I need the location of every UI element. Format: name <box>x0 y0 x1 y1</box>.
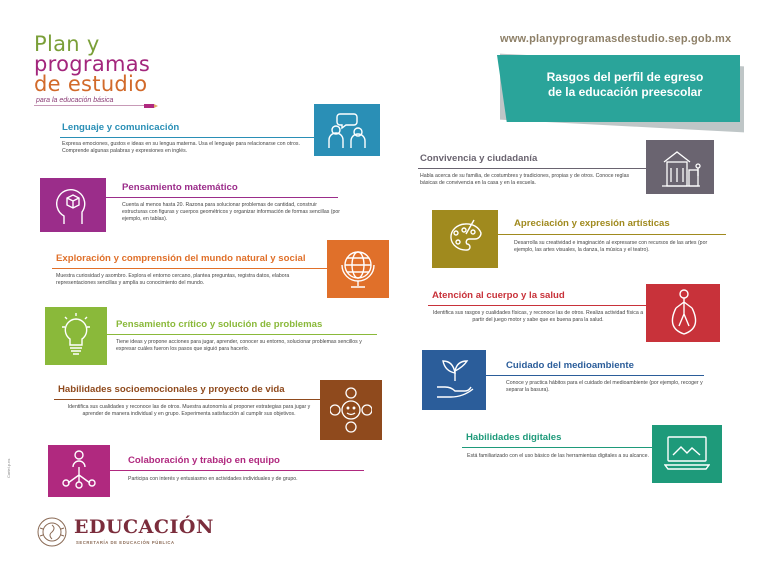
competency-text: Cuenta al menos hasta 20. Razona para solucionar problemas de cantidad, construir estructuras con figuras y cuerpos geométricos y organizar información de formas sencillas (por ejemplo, en tablas). <box>122 202 340 222</box>
divider <box>52 268 327 269</box>
competency-title: Pensamiento crítico y solución de problemas <box>116 319 323 330</box>
logo-line-3: de estudio <box>34 72 148 96</box>
competency-title: Pensamiento matemático <box>122 182 238 193</box>
emotions-icon <box>330 387 372 433</box>
competency-text: Muestra curiosidad y asombro. Explora el entorno cercano, plantea preguntas, registra datos, elabora representaciones sencillas y amplía su conocimiento del mundo. <box>56 273 290 286</box>
competency-title: Colaboración y trabajo en equipo <box>128 455 280 466</box>
website-url[interactable]: www.planyprogramasdestudio.sep.gob.mx <box>500 33 732 45</box>
logo-line-2: programas <box>34 52 151 76</box>
head-cube-icon <box>56 184 92 226</box>
banner-line-1: Rasgos del perfil de egreso <box>546 70 704 84</box>
divider <box>106 197 338 198</box>
town-building-icon <box>658 148 704 188</box>
team-network-icon <box>60 449 98 493</box>
edu-title: EDUCACIÓN <box>74 516 214 538</box>
globe-icon <box>338 245 378 291</box>
sep-emblem <box>36 516 68 548</box>
competency-text: Habla acerca de su familia, de costumbres y tradiciones, propias y de otros. Conoce reglas básicas de convivencia en la casa y en la escuela. <box>420 173 630 186</box>
jump-rope-icon <box>664 288 704 338</box>
divider <box>60 137 314 138</box>
logo-underline <box>34 105 152 106</box>
conversation-icon <box>326 110 370 152</box>
laptop-icon <box>664 435 710 471</box>
competency-title: Lenguaje y comunicación <box>62 122 180 133</box>
side-code: Cartel.p.ns <box>6 458 11 478</box>
lightbulb-icon <box>58 313 94 359</box>
competency-title: Cuidado del medioambiente <box>506 360 634 371</box>
competency-text: Desarrolla su creatividad e imaginación al expresarse con recursos de las artes (por ejemplo, las artes visuales, la danza, la música y el teatro). <box>514 240 708 253</box>
divider <box>418 168 646 169</box>
divider <box>498 234 726 235</box>
banner-line-2: de la educación preescolar <box>547 85 703 99</box>
divider <box>428 305 646 306</box>
logo-line-1: Plan y <box>34 32 100 56</box>
plant-hand-icon <box>434 357 476 403</box>
banner-title <box>520 70 730 100</box>
divider <box>54 399 320 400</box>
divider <box>110 470 364 471</box>
competency-title: Habilidades digitales <box>466 432 562 443</box>
competency-text: Participa con interés y entusiasmo en actividades individuales y de grupo. <box>128 476 298 482</box>
competency-title: Atención al cuerpo y la salud <box>432 290 565 301</box>
logo-subtitle: para la educación básica <box>36 97 114 104</box>
edu-subtitle: SECRETARÍA DE EDUCACIÓN PÚBLICA <box>76 540 175 545</box>
competency-title: Convivencia y ciudadanía <box>420 153 538 164</box>
divider <box>107 334 377 335</box>
competency-text: Identifica sus rasgos y cualidades físicas, y reconoce las de otros. Realiza actividad física a partir del juego motor y sabe que es buena para la salud. <box>432 310 644 323</box>
competency-text: Identifica sus cualidades y reconoce las de otros. Muestra autonomía al proponer estrategias para jugar y aprender de manera individual y en grupo. Experimenta satisfacción al cumplir sus objetivos. <box>67 404 311 417</box>
divider <box>462 447 652 448</box>
competency-text: Expresa emociones, gustos e ideas en su lengua materna. Usa el lenguaje para relacionarse con otros. Comprende algunas palabras y expresiones en inglés. <box>62 141 300 154</box>
pencil-icon <box>144 96 158 114</box>
competency-text: Conoce y practica hábitos para el cuidado del medioambiente (por ejemplo, recoger y separar la basura). <box>506 380 703 393</box>
competency-text: Tiene ideas y propone acciones para jugar, aprender, conocer su entorno, solucionar problemas sencillos y expresar cuáles fueron los pasos que siguió para hacerlo. <box>116 339 362 352</box>
competency-text: Está familiarizado con el uso básico de las herramientas digitales a su alcance. <box>467 453 649 459</box>
competency-title: Apreciación y expresión artísticas <box>514 218 670 229</box>
competency-title: Habilidades socioemocionales y proyecto de vida <box>58 384 285 395</box>
competency-title: Exploración y comprensión del mundo natural y social <box>56 253 306 264</box>
divider <box>486 375 704 376</box>
paint-palette-icon <box>444 218 486 260</box>
